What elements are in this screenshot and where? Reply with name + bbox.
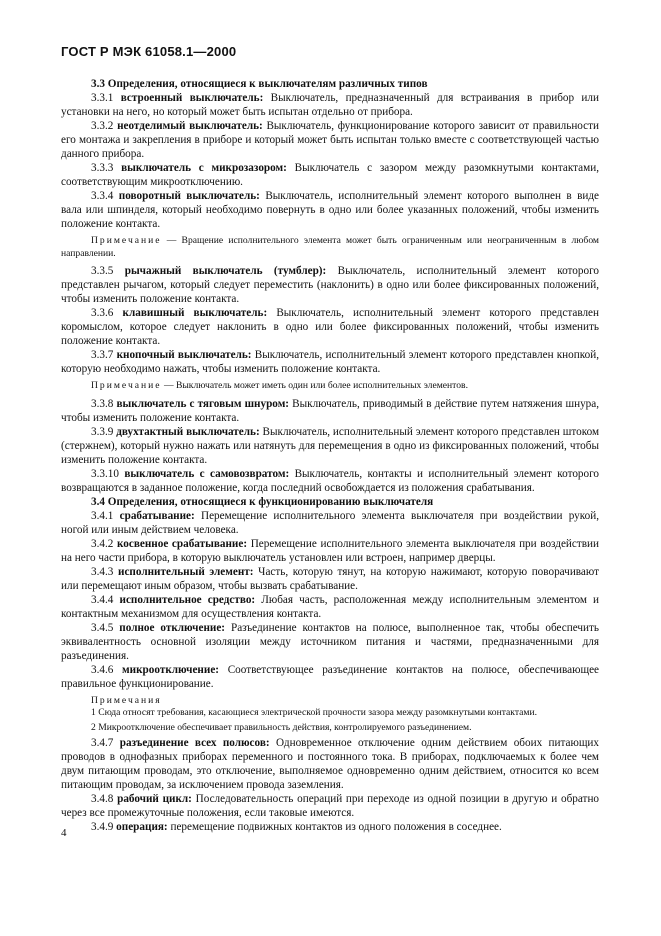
clause-number: 3.3.6 <box>91 307 114 319</box>
note-label: Примечания <box>91 694 162 706</box>
definition-3-3-3 <box>61 161 599 189</box>
clause-number: 3.3.9 <box>91 425 114 438</box>
notes-heading <box>61 695 599 708</box>
clause-number: 3.4.1 <box>91 509 114 522</box>
term: микроотключение: <box>122 663 220 676</box>
document-header: ГОСТ Р МЭК 61058.1—2000 <box>61 44 237 59</box>
document-body <box>61 77 599 834</box>
definition-3-3-7 <box>61 348 599 376</box>
clause-number: 3.4.7 <box>91 737 114 749</box>
clause-number: 3.3.10 <box>91 467 119 480</box>
definition-3-3-8 <box>61 397 599 425</box>
definition-3-3-6 <box>61 306 599 348</box>
term: операция: <box>116 821 168 833</box>
term: рабочий цикл: <box>117 793 192 805</box>
term: исполнительный элемент: <box>118 565 254 578</box>
definition-text: Одновременное отключение одним действием обоих питающих проводов в однофазных приборах переменного и постоянного тока. В приборах, подключаемых к более чем двум питающим проводам, это отключение, выполняемое одновременно одним действием, относится ко всем питающим проводам, за исключением провода заземления. <box>61 737 600 791</box>
definition-3-4-6 <box>61 663 599 691</box>
definition-3-4-9 <box>61 820 599 834</box>
term: встроенный выключатель: <box>120 92 264 104</box>
clause-number: 3.4.2 <box>91 537 114 550</box>
definition-text: Выключатель, исполнительный элемент которого представлен штоком (стержнем), который нужно нажать или натянуть для перемещения в одно из фиксированных положений, чтобы изменить положение контакта. <box>61 425 600 466</box>
definition-text: Часть, которую тянут, на которую нажимают, которую поворачивают или перемещают иным образом, чтобы вызвать срабатывание. <box>61 565 599 592</box>
definition-3-3-9 <box>61 425 599 467</box>
clause-number: 3.4.8 <box>91 793 114 805</box>
definition-text: Выключатель, приводимый в действие путем натяжения шнура, чтобы изменить положение контакта. <box>61 397 600 424</box>
definition-text: Выключатель с зазором между разомкнутыми контактами, соответствующим микроотключению. <box>61 162 599 188</box>
term: разъединение всех полюсов: <box>119 737 270 749</box>
section-heading-3-3: 3.3 Определения, относящиеся к выключателям различных типов <box>91 78 428 90</box>
definition-text: Выключатель, предназначенный для встраивания в прибор или установки на него, но который может быть испытан отдельно от прибора. <box>61 92 599 118</box>
definition-3-4-2 <box>61 537 599 565</box>
definition-text: Выключатель, функционирование которого зависит от правильности его монтажа и закрепления в приборе и который может быть испытан только вместе с соответствующей частью данного прибора. <box>61 120 600 160</box>
definition-text: перемещение подвижных контактов из одного положения в соседнее. <box>170 821 502 833</box>
definition-text: Выключатель, контакты и исполнительный элемент которого возвращаются в заданное положение, когда последний освобождается из положения срабатывания. <box>61 467 599 494</box>
clause-number: 3.4.5 <box>91 621 114 634</box>
page-number: 4 <box>61 827 67 839</box>
clause-number: 3.3.5 <box>91 265 114 277</box>
note-item-1: 1 Сюда относят требования, касающиеся электрической прочности зазора между разомкнутыми контактами. <box>91 707 538 718</box>
definition-text: Выключатель, исполнительный элемент которого представлен кнопкой, которую необходимо нажать, чтобы изменить положение контакта. <box>61 349 599 375</box>
definition-text: Перемещение исполнительного элемента выключателя при воздействии на него части прибора, в которую выключатель установлен или встроен, например дверцы. <box>61 537 600 564</box>
definition-text: Соответствующее разъединение контактов на полюсе, обеспечивающее правильное функционирование. <box>61 663 600 690</box>
clause-number: 3.4.3 <box>91 565 114 578</box>
definition-text: Выключатель, исполнительный элемент которого представлен рычагом, который следует переместить (наклонить) в одно или более фиксированных положений, чтобы изменить положение контакта. <box>61 265 599 305</box>
clause-number: 3.4.9 <box>91 821 114 833</box>
term: выключатель с самовозвратом: <box>124 467 290 480</box>
clause-number: 3.3.8 <box>91 397 114 410</box>
definition-3-4-4 <box>61 593 599 621</box>
definition-text: Выключатель, исполнительный элемент которого выполнен в виде вала или шпинделя, который необходимо повернуть в одно или более указанных положений, чтобы изменить положение контакта. <box>61 190 600 230</box>
definition-3-4-8 <box>61 792 599 820</box>
clause-number: 3.4.4 <box>91 593 114 606</box>
definition-text: Выключатель, исполнительный элемент которого представлен коромыслом, которое следует наклонить в одно или более фиксированных положений, чтобы изменить положение контакта. <box>61 307 599 347</box>
term: неотделимый выключатель: <box>117 120 263 132</box>
term: двухтактный выключатель: <box>116 425 260 438</box>
clause-number: 3.3.4 <box>91 190 114 202</box>
note-3-3-7 <box>61 380 599 393</box>
note-text: — Выключатель может иметь один или более исполнительных элементов. <box>163 380 468 391</box>
definition-3-3-4 <box>61 189 599 231</box>
clause-number: 3.4.6 <box>91 663 114 676</box>
definition-3-4-1 <box>61 509 599 537</box>
note-label: Примечание <box>91 380 162 391</box>
definition-3-3-2 <box>61 119 599 161</box>
definition-text: Любая часть, расположенная между исполнительным элементом и контактным механизмом для осуществления контакта. <box>61 593 600 620</box>
term: исполнительное средство: <box>119 593 256 606</box>
note-3-3-4 <box>61 235 599 260</box>
term: полное отключение: <box>119 621 226 634</box>
term: рычажный выключатель (тумблер): <box>124 265 327 277</box>
definition-text: Последовательность операций при переходе из одной позиции в другую и обратно через все промежуточные положения, если таковые имеются. <box>61 793 600 819</box>
definition-text: Разъединение контактов на полюсе, выполненное так, чтобы обеспечить эквивалентность основной изоляции между источником питания и частями, предназначенными для разъединения. <box>61 621 599 662</box>
term: косвенное срабатывание: <box>117 537 248 550</box>
term: поворотный выключатель: <box>118 190 260 202</box>
term: срабатывание: <box>119 509 195 522</box>
term: выключатель с тяговым шнуром: <box>116 397 290 410</box>
term: выключатель с микрозазором: <box>121 162 287 174</box>
definition-3-4-5 <box>61 621 599 663</box>
definition-3-3-10 <box>61 467 599 495</box>
definition-3-3-5 <box>61 264 599 306</box>
clause-number: 3.3.1 <box>91 92 114 104</box>
clause-number: 3.3.2 <box>91 120 114 132</box>
clause-number: 3.3.3 <box>91 162 114 174</box>
clause-number: 3.3.7 <box>91 349 114 361</box>
section-heading-3-4: 3.4 Определения, относящиеся к функционированию выключателя <box>91 495 434 508</box>
term: клавишный выключатель: <box>122 307 268 319</box>
note-text: — Вращение исполнительного элемента может быть ограниченным или неограниченным в любом направлении. <box>61 235 600 259</box>
note-item-2: 2 Микроотключение обеспечивает правильность действия, контролируемого разъединением. <box>91 721 472 733</box>
term: кнопочный выключатель: <box>116 349 252 361</box>
definition-text: Перемещение исполнительного элемента выключателя при воздействии рукой, ногой или иным действием человека. <box>61 509 600 536</box>
note-label: Примечание <box>91 235 162 246</box>
definition-3-4-3 <box>61 565 599 593</box>
definition-3-4-7 <box>61 736 599 792</box>
definition-3-3-1 <box>61 91 599 119</box>
